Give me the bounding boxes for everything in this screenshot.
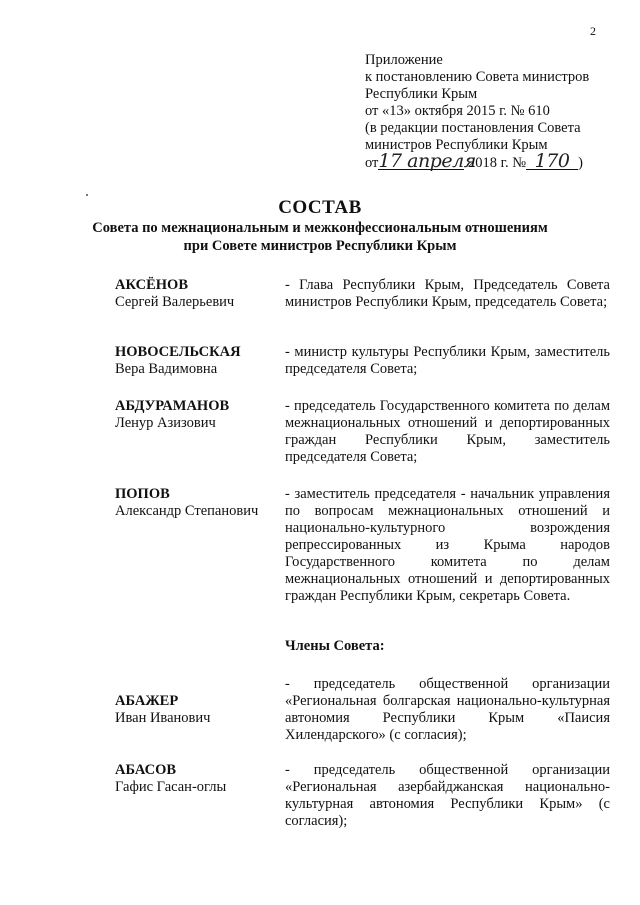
member-name — [115, 693, 285, 727]
member-given-name: Гафис Гасан-оглы — [115, 779, 227, 795]
subtitle-line: при Совете министров Республики Крым — [183, 238, 457, 254]
member-given-name: Сергей Валерьевич — [115, 294, 235, 310]
member-name — [115, 762, 285, 796]
member-name — [115, 344, 285, 378]
scan-speck — [86, 194, 88, 196]
page-number: 2 — [590, 24, 596, 38]
handwritten-date: 17 апреля — [378, 150, 476, 172]
member-name — [115, 398, 285, 432]
member-role: - заместитель председателя - начальник управления по вопросам межнациональных отношений и национально-культурного возрождения репрессированных из Крыма народов Государственного комитета по делам межнациональных отношений и депортированных граждан Республики Крым, секретарь Совета. — [285, 486, 610, 604]
member-given-name: Ленур Азизович — [115, 415, 216, 431]
member-given-name: Иван Иванович — [115, 710, 211, 726]
appendix-line: от «13» октября 2015 г. № 610 — [365, 103, 550, 119]
member-surname: АБАСОВ — [115, 762, 177, 778]
member-role: - председатель общественной организации «Региональная азербайджанская национально-культурная автономия Республики Крым» (с согласия); — [285, 762, 610, 829]
document-title: СОСТАВ — [278, 197, 362, 218]
appendix-line: к постановлению Совета министров — [365, 69, 590, 85]
member-surname: АБДУРАМАНОВ — [115, 398, 230, 414]
member-surname: АКСЁНОВ — [115, 277, 188, 293]
amend-suffix: ) — [578, 155, 583, 171]
document-subtitle — [0, 219, 640, 255]
appendix-line: министров Республики Крым — [365, 137, 548, 153]
amendment-line — [365, 150, 589, 172]
appendix-block — [365, 52, 589, 172]
member-role: - министр культуры Республики Крым, заместитель председателя Совета; — [285, 344, 610, 377]
appendix-line: Республики Крым — [365, 86, 478, 102]
member-given-name: Вера Вадимовна — [115, 361, 218, 377]
member-surname: НОВОСЕЛЬСКАЯ — [115, 344, 241, 360]
appendix-line: (в редакции постановления Совета — [365, 120, 581, 136]
member-given-name: Александр Степанович — [115, 503, 259, 519]
member-surname: ПОПОВ — [115, 486, 170, 502]
members-section-label: Члены Совета: — [285, 638, 385, 654]
handwritten-number: 170 — [526, 154, 578, 170]
member-role: - председатель Государственного комитета по делам межнациональных отношений и депортированных граждан Республики Крым, заместитель председателя Совета; — [285, 398, 610, 465]
amend-prefix: от — [365, 155, 379, 171]
member-role: - председатель общественной организации «Региональная болгарская национально-культурная автономия Республики Крым «Паисия Хилендарского» (с согласия); — [285, 676, 610, 743]
member-role: - Глава Республики Крым, Председатель Совета министров Республики Крым, председатель Совета; — [285, 277, 610, 310]
member-surname: АБАЖЕР — [115, 693, 179, 709]
appendix-line: Приложение — [365, 52, 443, 68]
subtitle-line: Совета по межнациональным и межконфессиональным отношениям — [92, 220, 548, 236]
amend-year: 2018 г. № — [468, 155, 527, 171]
member-name — [115, 486, 285, 520]
member-name — [115, 277, 285, 311]
